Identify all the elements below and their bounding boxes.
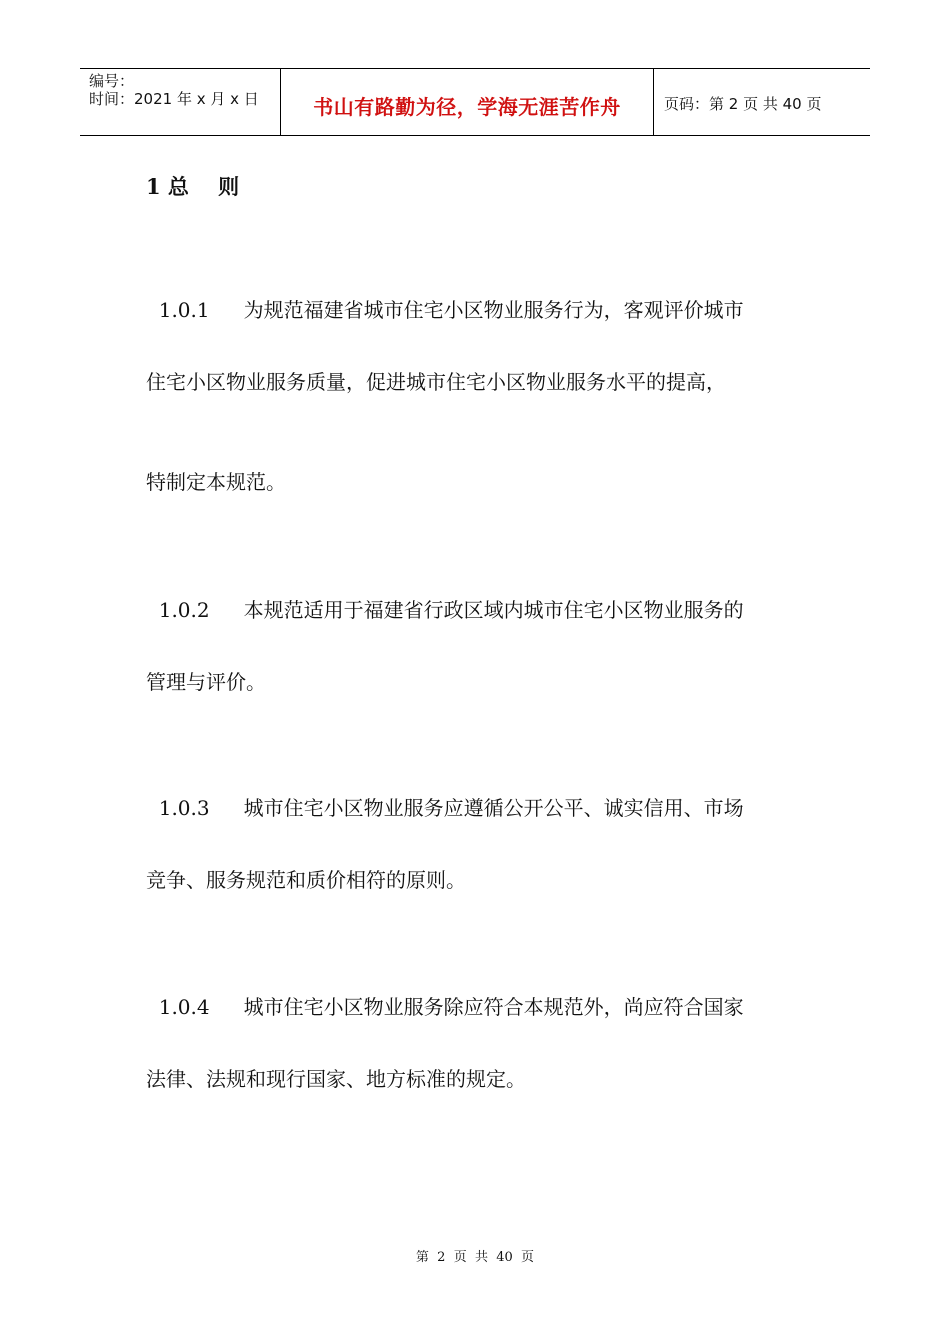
paragraph-text: 本规范适用于福建省行政区域内城市住宅小区物业服务的 (243, 598, 744, 622)
document-header (80, 68, 870, 136)
paragraph-text: 城市住宅小区物业服务应遵循公开公平、诚实信用、市场 (243, 796, 744, 820)
paragraph-line: 管理与评价。 (146, 670, 266, 694)
paragraph-text: 为规范福建省城市住宅小区物业服务行为，客观评价城市 (243, 298, 744, 322)
paragraph-first-line (146, 766, 744, 822)
header-meta-cell (80, 69, 281, 135)
clause-number: 1.0.2 (158, 598, 210, 622)
clause-number: 1.0.4 (158, 995, 210, 1019)
paragraph-first-line (146, 568, 744, 624)
clause-number: 1.0.1 (158, 298, 210, 322)
header-page-info: 页码：第 2 页 共 40 页 (664, 95, 822, 113)
paragraph-line: 住宅小区物业服务质量，促进城市住宅小区物业服务水平的提高， (146, 370, 726, 394)
paragraph-text: 城市住宅小区物业服务除应符合本规范外，尚应符合国家 (243, 995, 744, 1019)
paragraph-first-line (146, 965, 744, 1021)
serial-label: 编号： (89, 72, 135, 90)
header-motto-cell (281, 69, 654, 135)
paragraph-first-line (146, 268, 744, 324)
paragraph-line: 法律、法规和现行国家、地方标准的规定。 (146, 1067, 526, 1091)
clause-number: 1.0.3 (158, 796, 210, 820)
paragraph-line: 竞争、服务规范和质价相符的原则。 (146, 868, 466, 892)
page-footer: 第 2 页 共 40 页 (415, 1250, 535, 1265)
header-page-cell (654, 69, 870, 135)
paragraph-line: 特制定本规范。 (146, 470, 286, 494)
header-motto: 书山有路勤为径，学海无涯苦作舟 (313, 95, 621, 119)
date-label: 时间：2021 年 x 月 x 日 (89, 90, 259, 108)
section-title: 1 总 则 (146, 174, 240, 199)
